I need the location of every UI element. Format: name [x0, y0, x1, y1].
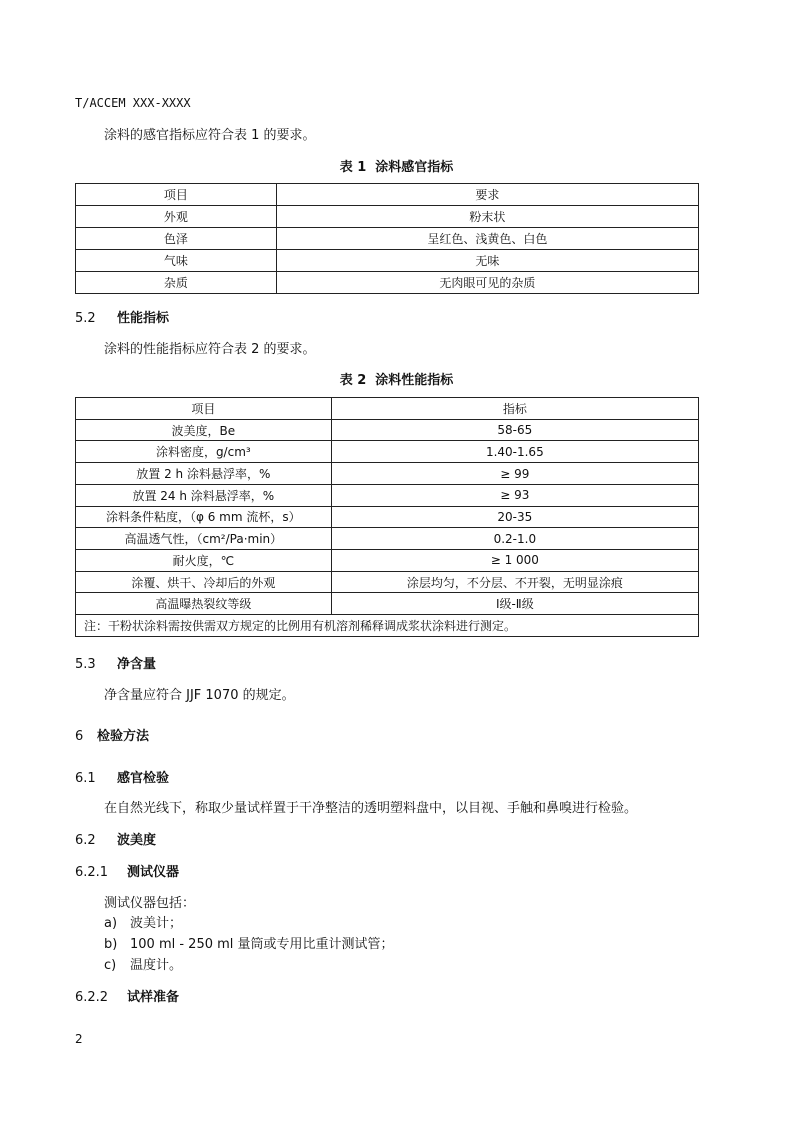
section-heading-5-2: [75, 307, 169, 326]
table-row: [76, 528, 699, 550]
table-cell: 放置 2 h 涂料悬浮率，%: [76, 463, 332, 485]
table-row: [76, 571, 699, 593]
sensory-test-paragraph: 在自然光线下，称取少量试样置于干净整洁的透明塑料盘中，以目视、手触和鼻嗅进行检验。: [104, 801, 638, 816]
section-title: 检验方法: [97, 729, 150, 744]
table-cell: 高温透气性，（cm²/Pa·min）: [76, 528, 332, 550]
table-row: [76, 463, 699, 485]
section-number: 5.2: [75, 311, 96, 326]
table-cell: 外观: [76, 206, 277, 228]
list-text: 100 ml - 250 ml 量筒或专用比重计测试管；: [130, 937, 394, 952]
table-row: [76, 206, 699, 228]
table-cell: 耐火度，℃: [76, 550, 332, 572]
section-number: 6.1: [75, 771, 96, 786]
list-marker: b): [104, 937, 118, 952]
column-header: 指标: [331, 398, 698, 420]
section-number: 5.3: [75, 657, 96, 672]
column-header: 项目: [76, 184, 277, 206]
list-text: 温度计。: [130, 958, 183, 973]
table-cell: 20-35: [331, 506, 698, 528]
table-cell: ≥ 93: [331, 484, 698, 506]
table-cell: 放置 24 h 涂料悬浮率，%: [76, 484, 332, 506]
section-heading-6-2-2: [75, 986, 179, 1005]
list-item: [104, 933, 394, 952]
table-row: [76, 441, 699, 463]
table-row: [76, 506, 699, 528]
table-row: [76, 484, 699, 506]
section-heading-6-2: [75, 829, 156, 848]
section-heading-6-1: [75, 767, 169, 786]
table-cell: 58-65: [331, 419, 698, 441]
list-item: [104, 912, 182, 931]
page-number: 2: [75, 1032, 83, 1046]
sensory-index-table: [75, 183, 699, 294]
document-code-header: T/ACCEM XXX-XXXX: [75, 96, 191, 110]
table1-caption: 表 1 涂料感官指标: [339, 160, 454, 175]
section-title: 净含量: [117, 657, 157, 672]
instruments-intro: 测试仪器包括：: [104, 896, 196, 911]
table-cell: 气味: [76, 250, 277, 272]
section-number: 6.2.2: [75, 990, 109, 1005]
section-number: 6.2: [75, 833, 96, 848]
table1-intro: 涂料的感官指标应符合表 1 的要求。: [104, 128, 316, 143]
table-cell: 色泽: [76, 228, 277, 250]
table-cell: 高温曝热裂纹等级: [76, 593, 332, 615]
table-cell: 无肉眼可见的杂质: [276, 272, 698, 294]
table-row: [76, 228, 699, 250]
section-title: 感官检验: [117, 771, 170, 786]
list-marker: a): [104, 916, 118, 931]
list-item: [104, 954, 182, 973]
list-text: 波美计；: [130, 916, 183, 931]
table-row: [76, 419, 699, 441]
table-header-row: [76, 184, 699, 206]
table-cell: 涂料密度，g/cm³: [76, 441, 332, 463]
section-title: 性能指标: [117, 311, 170, 326]
table-cell: 涂料条件粘度，（φ 6 mm 流杯，s）: [76, 506, 332, 528]
table2-caption: 表 2 涂料性能指标: [339, 373, 454, 388]
table-cell: 波美度，Be: [76, 419, 332, 441]
table-row: [76, 593, 699, 615]
section-number: 6.2.1: [75, 865, 109, 880]
table-row: [76, 550, 699, 572]
section-title: 测试仪器: [127, 865, 180, 880]
performance-index-table: [75, 397, 699, 637]
table-cell: ≥ 1 000: [331, 550, 698, 572]
list-marker: c): [104, 958, 117, 973]
table-row: [76, 272, 699, 294]
table-cell: Ⅰ级-Ⅱ级: [331, 593, 698, 615]
section-heading-6-2-1: [75, 861, 179, 880]
table-note: 注：干粉状涂料需按供需双方规定的比例用有机溶剂稀释调成浆状涂料进行测定。: [76, 615, 699, 637]
table-cell: 1.40-1.65: [331, 441, 698, 463]
net-content-paragraph: 净含量应符合 JJF 1070 的规定。: [104, 688, 295, 703]
table2-intro: 涂料的性能指标应符合表 2 的要求。: [104, 342, 316, 357]
column-header: 要求: [276, 184, 698, 206]
section-heading-6: [75, 725, 149, 744]
section-number: 6: [75, 729, 84, 744]
table-cell: 呈红色、浅黄色、白色: [276, 228, 698, 250]
table-header-row: [76, 398, 699, 420]
section-heading-5-3: [75, 653, 156, 672]
column-header: 项目: [76, 398, 332, 420]
section-title: 波美度: [117, 833, 157, 848]
table-cell: 杂质: [76, 272, 277, 294]
table-cell: 涂覆、烘干、冷却后的外观: [76, 571, 332, 593]
table-cell: ≥ 99: [331, 463, 698, 485]
table-cell: 涂层均匀，不分层、不开裂，无明显涂痕: [331, 571, 698, 593]
table-row: [76, 250, 699, 272]
table-cell: 0.2-1.0: [331, 528, 698, 550]
section-title: 试样准备: [127, 990, 180, 1005]
table-note-row: [76, 615, 699, 637]
table-cell: 粉末状: [276, 206, 698, 228]
table-cell: 无味: [276, 250, 698, 272]
